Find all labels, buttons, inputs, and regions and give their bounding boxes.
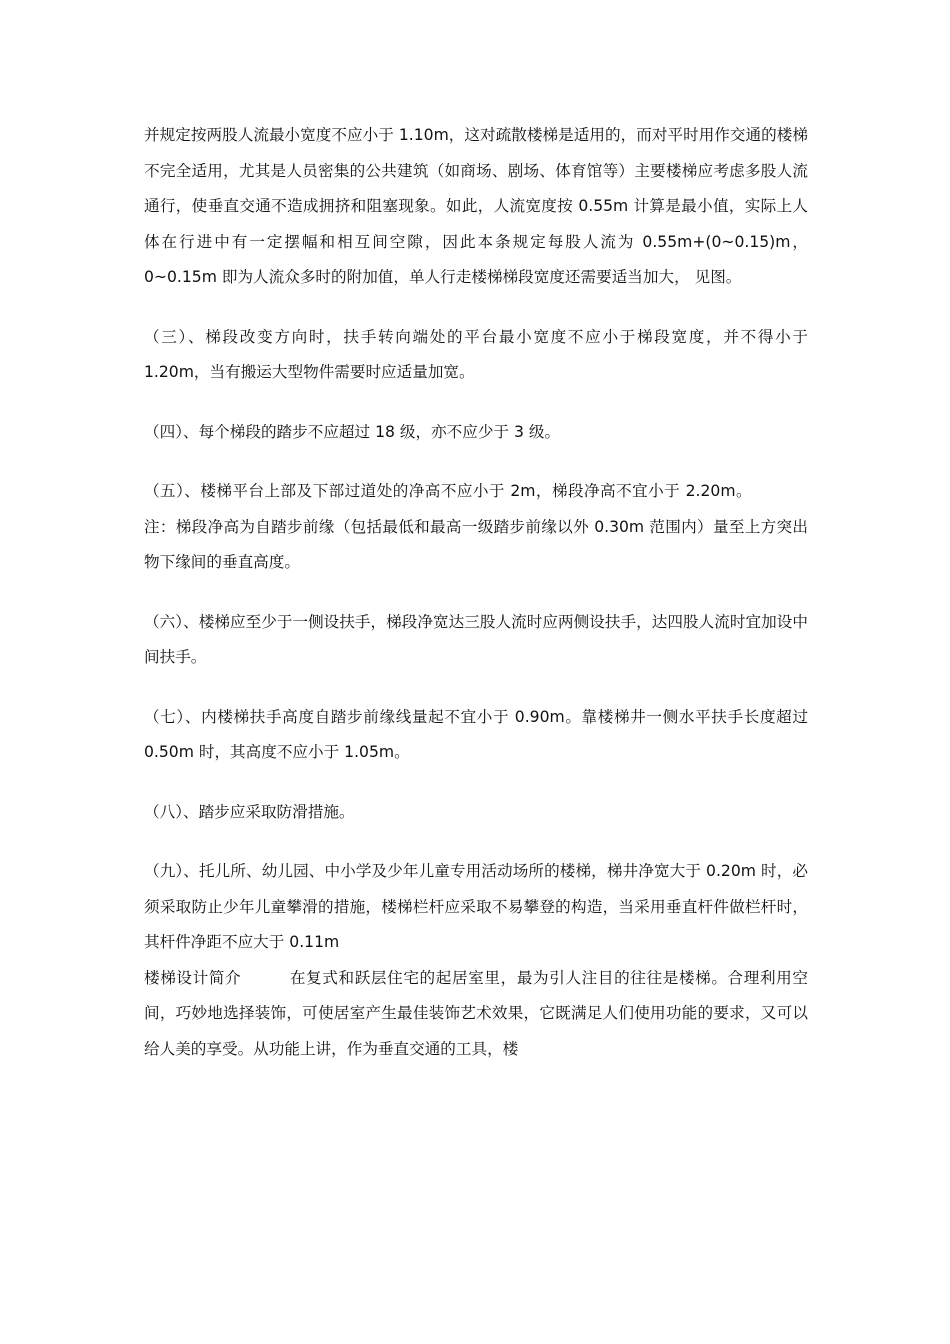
section-heading: 楼梯设计简介	[144, 968, 242, 987]
headroom-note: 注：梯段净高为自踏步前缘（包括最低和最高一级踏步前缘以外 0.30m 范围内）量至上方突出物下缘间的垂直高度。	[144, 517, 808, 571]
paragraph-stair-design-intro	[144, 961, 808, 1068]
paragraph-step-count: （四）、每个梯段的踏步不应超过 18 级，亦不应少于 3 级。	[144, 422, 561, 441]
paragraph-handrail-height: （七）、内楼梯扶手高度自踏步前缘线量起不宜小于 0.90m。靠楼梯井一侧水平扶手长度超过 0.50m 时，其高度不应小于 1.05m。	[144, 707, 808, 761]
paragraph-stair-width: 并规定按两股人流最小宽度不应小于 1.10m，这对疏散楼梯是适用的，而对平时用作交通的楼梯不完全适用，尤其是人员密集的公共建筑（如商场、剧场、体育馆等）主要楼梯应考虑多股人流通行，使垂直交通不造成拥挤和阻塞现象。如此，人流宽度按 0.55m 计算是最小值，实际上人体在行进中有一定摆幅和相互间空隙，因此本条规定每股人流为 0.55m+(0~0.15)m，0~0.15m 即为人流众多时的附加值，单人行走楼梯梯段宽度还需要适当加大， 见图。	[144, 126, 808, 286]
headroom-rule: （五）、楼梯平台上部及下部过道处的净高不应小于 2m，梯段净高不宜小于 2.20m。	[144, 482, 752, 500]
document-page	[144, 118, 808, 1091]
paragraph-anti-slip: （八）、踏步应采取防滑措施。	[144, 802, 355, 821]
paragraph-children-stairs: （九）、托儿所、幼儿园、中小学及少年儿童专用活动场所的楼梯，梯井净宽大于 0.20m 时，必须采取防止少年儿童攀滑的措施，楼梯栏杆应采取不易攀登的构造，当采用垂直杆件做栏杆时，其杆件净距不应大于 0.11m	[144, 862, 808, 951]
paragraph-handrail-sides: （六）、楼梯应至少于一侧设扶手，梯段净宽达三股人流时应两侧设扶手，达四股人流时宜加设中间扶手。	[144, 612, 808, 666]
paragraph-platform-width: （三）、梯段改变方向时，扶手转向端处的平台最小宽度不应小于梯段宽度，并不得小于 1.20m，当有搬运大型物件需要时应适量加宽。	[144, 327, 808, 381]
paragraph-headroom	[144, 474, 808, 581]
section-body: 在复式和跃层住宅的起居室里，最为引人注目的往往是楼梯。合理利用空间，巧妙地选择装饰，可使居室产生最佳装饰艺术效果，它既满足人们使用功能的要求，又可以给人美的享受。从功能上讲，作为垂直交通的工具，楼	[144, 968, 808, 1058]
